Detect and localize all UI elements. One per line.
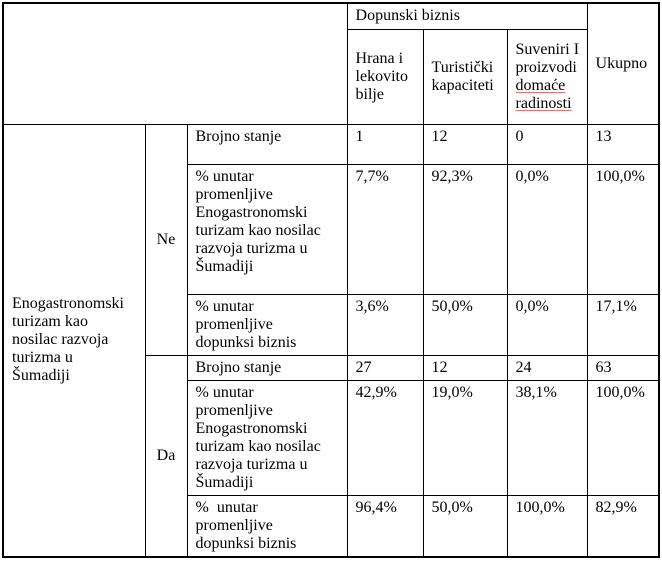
- crosstab-table: [2, 2, 660, 558]
- stat-label-procenat-unutar-promenljive: % unutar promenljive Enogastronomski turizam kao nosilac razvoja turizma u Šumadiji: [187, 164, 347, 294]
- value-cell: 100,0%: [587, 380, 659, 495]
- value-cell: 12: [423, 355, 507, 380]
- column-header-text: Suveniri I proizvodi: [515, 40, 580, 76]
- stat-label-brojno-stanje: Brojno stanje: [187, 124, 347, 164]
- value-cell: 63: [587, 355, 659, 380]
- column-header-ukupno: Ukupno: [587, 3, 659, 124]
- row-group-label-enogastronomski-turizam: Enogastronomski turizam kao nosilac razvoja turizma u Šumadiji: [3, 124, 145, 557]
- row-category-da: Da: [145, 355, 187, 557]
- stat-label-procenat-unutar-promenljive: % unutar promenljive Enogastronomski turizam kao nosilac razvoja turizma u Šumadiji: [187, 380, 347, 495]
- value-cell: 24: [507, 355, 587, 380]
- value-cell: 3,6%: [347, 294, 423, 355]
- column-group-header-dopunski-biznis: Dopunski biznis: [347, 3, 587, 29]
- value-cell: 0: [507, 124, 587, 164]
- value-cell: 100,0%: [507, 495, 587, 557]
- value-cell: 92,3%: [423, 164, 507, 294]
- value-cell: 7,7%: [347, 164, 423, 294]
- value-cell: 13: [587, 124, 659, 164]
- stat-label-procenat-unutar-dopunski-biznis: % unutar promenljive dopunksi biznis: [187, 495, 347, 557]
- value-cell: 19,0%: [423, 380, 507, 495]
- corner-cell: [3, 3, 347, 124]
- value-cell: 1: [347, 124, 423, 164]
- table-row: [3, 124, 659, 164]
- header-row-group: [3, 3, 659, 29]
- column-header-turisticki-kapaciteti: Turistički kapaciteti: [423, 29, 507, 124]
- value-cell: 42,9%: [347, 380, 423, 495]
- column-header-hrana-i-lekovito-bilje: Hrana i lekovito bilje: [347, 29, 423, 124]
- row-category-ne: Ne: [145, 124, 187, 355]
- value-cell: 50,0%: [423, 495, 507, 557]
- spellcheck-underlined-text: domaće radinosti: [515, 76, 572, 112]
- value-cell: 0,0%: [507, 164, 587, 294]
- value-cell: 17,1%: [587, 294, 659, 355]
- value-cell: 38,1%: [507, 380, 587, 495]
- value-cell: 0,0%: [507, 294, 587, 355]
- value-cell: 82,9%: [587, 495, 659, 557]
- stat-label-brojno-stanje: Brojno stanje: [187, 355, 347, 380]
- value-cell: 12: [423, 124, 507, 164]
- column-header-suveniri-i-proizvodi-domace-radinosti: [507, 29, 587, 124]
- value-cell: 50,0%: [423, 294, 507, 355]
- value-cell: 27: [347, 355, 423, 380]
- stat-label-procenat-unutar-dopunski-biznis: % unutar promenljive dopunksi biznis: [187, 294, 347, 355]
- value-cell: 100,0%: [587, 164, 659, 294]
- value-cell: 96,4%: [347, 495, 423, 557]
